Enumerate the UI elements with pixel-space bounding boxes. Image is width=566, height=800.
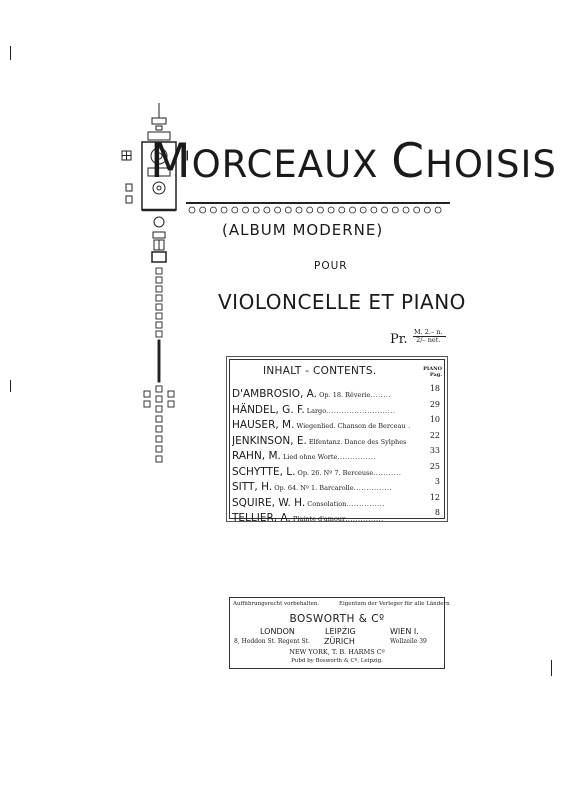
entry-composer: JENKINSON, E.: [232, 434, 307, 447]
entry-page-number: 29: [429, 399, 440, 409]
entry-composer: HÄNDEL, G. F.: [232, 403, 305, 416]
band-ring: [275, 207, 281, 213]
publication-note: Pubd by Bosworth & Cº, Leipzig.: [291, 658, 383, 664]
margin-mark: [551, 660, 552, 676]
band-ring: [264, 207, 270, 213]
entry-piece: Consolation: [305, 499, 347, 508]
entry-page-number: 18: [429, 384, 440, 393]
band-ring: [328, 207, 334, 213]
entry-composer: SCHYTTE, L.: [232, 465, 296, 478]
band-ring: [339, 207, 345, 213]
band-ring: [243, 207, 249, 213]
band-ring: [317, 207, 323, 213]
band-ring: [285, 207, 291, 213]
band-ring: [307, 207, 313, 213]
band-ring: [382, 207, 388, 213]
new-york-agent: NEW YORK, T. B. HARMS Cº: [289, 648, 385, 656]
contents-entry: [232, 398, 442, 416]
entry-leader-dots: .: [405, 422, 411, 430]
contents-entry: [232, 460, 442, 478]
address-wien: Wollzeile 39: [390, 638, 427, 645]
entry-leader-dots: ........: [370, 391, 391, 399]
contents-entry: [232, 506, 442, 524]
band-ring: [232, 207, 238, 213]
band-ring: [403, 207, 409, 213]
entry-page-number: 25: [429, 461, 440, 471]
band-ring: [221, 207, 227, 213]
entry-piece: Wiegenlied. Chanson de Berceau: [294, 422, 406, 430]
page-title: [150, 134, 557, 189]
price-label: Pr.: [390, 332, 408, 347]
band-ring: [435, 207, 441, 213]
title-initial-m: M: [150, 134, 192, 189]
band-ring: [210, 207, 216, 213]
price-mark: M. 2.– n.: [414, 328, 443, 336]
contents-entry: [232, 413, 442, 431]
entry-piece: Plainte d'amour: [290, 515, 346, 523]
publisher-box: [229, 597, 450, 669]
entry-composer: TELLIER, A.: [232, 512, 291, 524]
entry-page-number: 10: [429, 415, 440, 424]
publisher-name: BOSWORTH & Cº: [289, 613, 385, 625]
title-initial-c: C: [391, 134, 426, 189]
band-ring: [414, 207, 420, 213]
entry-piece: Op. 64. Nº 1. Barcarolle: [272, 484, 354, 492]
entry-page-number: 3: [434, 477, 440, 486]
piano-label: PIANO: [423, 366, 442, 372]
price-divider: [413, 336, 446, 337]
subtitle: (ALBUM MODERNE): [222, 221, 384, 239]
entry-composer: RAHN, M.: [232, 450, 281, 462]
rights-reserved: Aufführungsrecht vorbehalten.: [233, 601, 320, 607]
entry-composer: HAUSER, M.: [232, 419, 295, 431]
margin-mark: [10, 46, 11, 60]
pour-label: POUR: [314, 260, 348, 272]
entry-piece: Op. 18. Rêverie: [317, 391, 371, 399]
title-word-1: ORCEAUX: [191, 143, 379, 186]
contents-entry: [232, 429, 442, 447]
title-ornament-band: [186, 202, 450, 216]
entry-piece: Lied ohne Worte: [280, 453, 338, 461]
entry-leader-dots: ...........: [373, 468, 402, 477]
band-ring: [424, 207, 430, 213]
entry-leader-dots: ...............: [337, 453, 376, 461]
entry-text: [232, 506, 428, 525]
entry-page-number: 22: [429, 430, 440, 440]
band-ring: [360, 207, 366, 213]
entry-leader-dots: ...............: [346, 499, 385, 508]
contents-entry: [232, 491, 442, 509]
city-london: LONDON: [260, 627, 295, 636]
contents-entry: [232, 475, 442, 493]
band-ring: [296, 207, 302, 213]
city-wien: WIEN I.: [390, 627, 419, 636]
band-ring: [371, 207, 377, 213]
contents-entry: [232, 444, 442, 462]
entry-piece: Op. 26. Nº 7. Berceuse: [295, 468, 374, 477]
band-ring: [392, 207, 398, 213]
entry-piece: Elfentanz. Dance des Sylphes: [306, 437, 407, 446]
address-london: 8, Heddon St. Regent St.: [234, 638, 310, 645]
margin-mark: [10, 380, 11, 392]
piano-pag-label: [423, 366, 442, 378]
entry-page-number: 12: [429, 492, 440, 502]
entry-piece: Largo: [304, 406, 327, 415]
entry-leader-dots: ...............: [345, 515, 384, 523]
ownership-note: Eigentum der Verleger für alle Ländern: [339, 601, 450, 607]
entry-composer: SQUIRE, W. H.: [232, 496, 306, 509]
entry-leader-dots: ...............: [353, 484, 393, 492]
band-ring: [200, 207, 206, 213]
entry-page-number: 8: [434, 508, 440, 517]
band-ring: [253, 207, 259, 213]
band-ring: [350, 207, 356, 213]
entry-leader-dots: ...........................: [326, 406, 396, 415]
contents-entry: [232, 382, 442, 400]
entry-composer: D'AMBROSIO, A.: [232, 388, 318, 400]
pag-label: Pag.: [429, 372, 442, 378]
contents-heading: INHALT - CONTENTS.: [263, 365, 377, 377]
title-word-2: HOISIS: [425, 143, 557, 186]
city-zurich: ZÜRICH: [324, 637, 355, 646]
city-leipzig: LEIPZIG: [325, 627, 356, 636]
price-shilling: 2/– net.: [416, 336, 441, 344]
instrumentation: VIOLONCELLE ET PIANO: [218, 290, 466, 314]
band-ring: [189, 207, 195, 213]
entry-page-number: 33: [429, 446, 440, 455]
entry-composer: SITT, H.: [232, 481, 273, 493]
contents-box: [229, 359, 445, 524]
